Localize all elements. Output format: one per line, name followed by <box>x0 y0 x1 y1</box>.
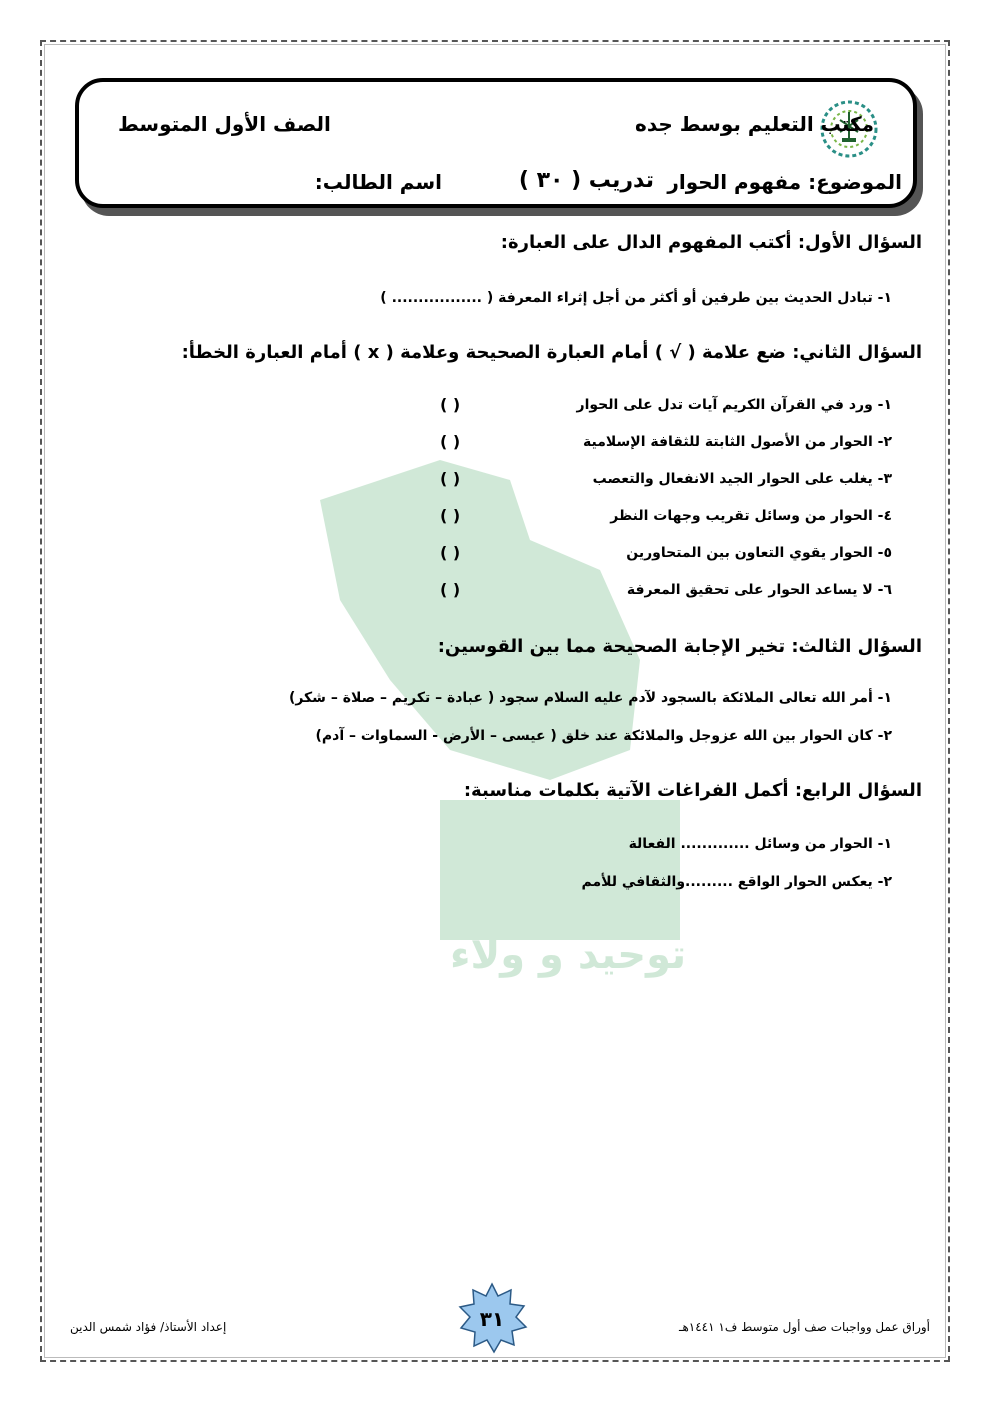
student-name-label[interactable]: اسم الطالب: <box>314 170 442 194</box>
q2-item-4: ٤- الحوار من وسائل تقريب وجهات النظر <box>610 508 892 524</box>
q1-title: السؤال الأول: أكتب المفهوم الدال على العبارة: <box>500 232 922 253</box>
subject-label: الموضوع: مفهوم الحوار <box>667 170 902 194</box>
q2-answer-box-4[interactable]: ( ) <box>440 506 461 525</box>
q3-item-2[interactable]: ٢- كان الحوار بين الله عزوجل والملائكة عند خلق ( عيسى – الأرض - السماوات – آدم) <box>315 728 892 744</box>
q3-title: السؤال الثالث: تخير الإجابة الصحيحة مما بين القوسين: <box>437 636 922 657</box>
q4-title: السؤال الرابع: أكمل الفراغات الآتية بكلمات مناسبة: <box>463 780 922 801</box>
q2-item-5: ٥- الحوار يقوي التعاون بين المتحاورين <box>626 545 892 561</box>
page-number-badge <box>456 1282 528 1354</box>
q2-title: السؤال الثاني: ضع علامة ( √ ) أمام العبارة الصحيحة وعلامة ( x ) أمام العبارة الخطأ: <box>181 342 922 363</box>
q4-item-1[interactable]: ١- الحوار من وسائل ............. الفعالة <box>628 836 892 852</box>
q3-item-1[interactable]: ١- أمر الله تعالى الملائكة بالسجود لآدم عليه السلام سجود ( عبادة – تكريم – صلاة – شكر) <box>288 690 892 706</box>
q2-answer-box-6[interactable]: ( ) <box>440 580 461 599</box>
q2-item-1: ١- ورد في القرآن الكريم آيات تدل على الحوار <box>576 397 892 413</box>
q2-answer-box-5[interactable]: ( ) <box>440 543 461 562</box>
q4-item-2[interactable]: ٢- يعكس الحوار الواقع .........والثقافي للأمم <box>581 874 892 890</box>
svg-text:توحيد و ولاء: توحيد و ولاء <box>450 932 687 978</box>
footer-author: إعداد الأستاذ/ فؤاد شمس الدين <box>70 1320 227 1334</box>
q2-item-6: ٦- لا يساعد الحوار على تحقيق المعرفة <box>626 582 892 598</box>
q1-item-1[interactable]: ١- تبادل الحديث بين طرفين أو أكثر من أجل إثراء المعرفة ( ................. ) <box>380 290 892 306</box>
footer-title: أوراق عمل وواجبات صف أول متوسط ف١ ١٤٤١هـ <box>678 1320 930 1334</box>
q2-answer-box-2[interactable]: ( ) <box>440 432 461 451</box>
q2-item-3: ٣- يغلب على الحوار الجيد الانفعال والتعصب <box>592 471 892 487</box>
q2-answer-box-3[interactable]: ( ) <box>440 469 461 488</box>
training-label: تدريب ( ٣٠ ) <box>518 168 654 193</box>
grade-label: الصف الأول المتوسط <box>118 112 331 136</box>
page-number: ٣١ <box>479 1307 505 1331</box>
q2-item-2: ٢- الحوار من الأصول الثابتة للثقافة الإسلامية <box>583 434 892 450</box>
office-name: مكتب التعليم بوسط جده <box>635 112 874 136</box>
q2-answer-box-1[interactable]: ( ) <box>440 395 461 414</box>
